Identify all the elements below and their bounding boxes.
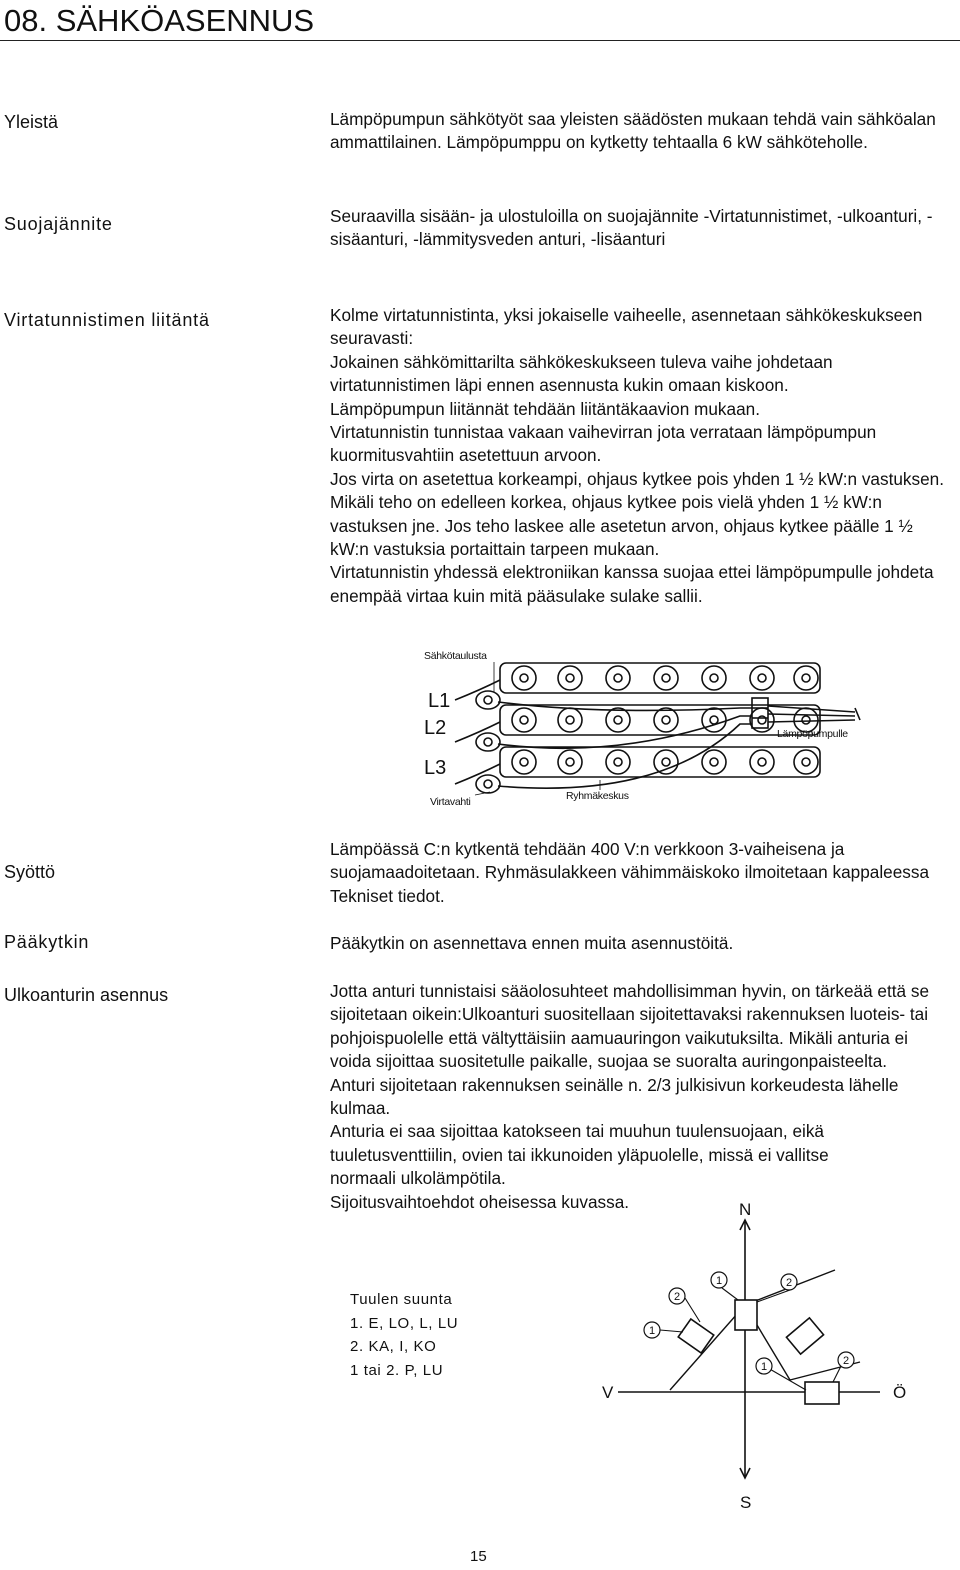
marker-label: 2	[673, 1291, 681, 1303]
current-sensor-l3	[476, 775, 500, 793]
section-label-suojajannite: Suojajännite	[4, 214, 113, 234]
legend-item: 2. KA, I, KO	[350, 1338, 437, 1356]
marker-label: 1	[648, 1325, 656, 1337]
diagram-label-l2: L2	[424, 717, 447, 739]
virtatunnistin-paragraph: Kolme virtatunnistinta, yksi jokaiselle vaiheelle, asennetaan sähkökeskukseen seuravasti:	[330, 305, 923, 349]
current-sensor-l1	[476, 691, 500, 709]
diagram-label-l1: L1	[428, 690, 451, 712]
virtatunnistin-paragraph: Virtatunnistin tunnistaa vakaan vaihevirran jota verrataan lämpöpumpun kuormitusvahtiin asetettuun arvoon.	[330, 422, 877, 466]
diagram-label-virtavahti: Virtavahti	[430, 796, 471, 808]
syotto-text: Lämpöässä C:n kytkentä tehdään 400 V:n verkkoon 3-vaiheisena ja suojamaadoitetaan. Ryhmäsulakkeen vähimmäiskoko ilmoitetaan kappaleessa Tekniset tiedot.	[330, 839, 930, 906]
legend-item: 1. E, LO, L, LU	[350, 1314, 459, 1332]
compass-cross	[618, 1220, 880, 1478]
paakytkin-text: Pääkytkin on asennettava ennen muita asennustöitä.	[330, 933, 734, 953]
section-label-paakytkin: Pääkytkin	[4, 932, 90, 952]
current-sensor-l2	[476, 733, 500, 751]
virtatunnistin-paragraph: Jokainen sähkömittarilta sähkökeskukseen tuleva vaihe johdetaan virtatunnistimen läpi ennen asennusta kukin omaan kiskoon.	[330, 351, 833, 396]
sensor-box-east	[805, 1382, 839, 1404]
virtatunnistin-paragraph: Lämpöpumpun liitännät tehdään liitäntäkaavion mukaan.	[330, 398, 760, 419]
compass-south: S	[740, 1493, 752, 1512]
ulkoanturi-paragraph: Sijoitusvaihtoehdot oheisessa kuvassa.	[330, 1191, 630, 1212]
page-number: 15	[470, 1548, 487, 1565]
busbar-row-1	[500, 663, 820, 693]
ulkoanturi-paragraph: Anturi sijoitetaan rakennuksen seinälle n. 2/3 julkisivun korkeudesta lähelle kulmaa.	[330, 1074, 899, 1119]
section-label-yleista: Yleistä	[4, 112, 59, 132]
marker-label: 1	[760, 1361, 768, 1373]
diagram-label-lampopumpulle: Lämpöpumpulle	[777, 728, 848, 740]
section-label-ulkoanturi: Ulkoanturin asennus	[4, 985, 169, 1005]
marker-label: 1	[715, 1275, 723, 1287]
ulkoanturi-text	[330, 980, 945, 1214]
sensor-box-north	[735, 1300, 757, 1330]
sensor-box-northeast	[786, 1318, 823, 1354]
diagram-label-ryhmakeskus: Ryhmäkeskus	[566, 790, 629, 802]
ulkoanturi-paragraph: Anturia ei saa sijoittaa katokseen tai muuhun tuulensuojaan, eikä tuuletusventtiilin, ovien tai ikkunoiden yläpuolelle, missä ei vallitse normaali ulkolämpötila.	[330, 1121, 829, 1189]
compass-west: V	[602, 1383, 614, 1402]
ulkoanturi-paragraph: Jotta anturi tunnistaisi sääolosuhteet mahdollisimman hyvin, on tärkeää että se sijoitetaan oikein:Ulkoanturi suositellaan sijoitettavaksi rakennuksen luoteis- tai pohjoispuolelle että vältyttäisiin aamuauringon vaikutuksilta. Mikäli anturia ei voida sijoittaa suositetulle paikalle, suojaa se suoralta auringonpaisteelta.	[330, 981, 930, 1072]
diagram-label-sahkotaulusta: Sähkötaulusta	[424, 650, 487, 662]
virtatunnistin-paragraph: Jos virta on asetettua korkeampi, ohjaus kytkee pois yhden 1 ½ kW:n vastuksen. Mikäli teho on edelleen korkea, ohjaus kytkee pois vielä yhden 1 ½ kW:n vastuksen jne. Jos teho laskee alle asetetun arvon, ohjaus kytkee päälle 1 ½ kW:n vastuksia portaittain tarpeen mukaan.	[330, 468, 944, 560]
suojajannite-text: Seuraavilla sisään- ja ulostuloilla on suojajännite -Virtatunnistimet, -ulkoanturi, -sisäanturi, -lämmitysveden anturi, -lisäanturi	[330, 206, 933, 250]
sensor-box-northwest	[678, 1319, 714, 1353]
section-label-virtatunnistin: Virtatunnistimen liitäntä	[4, 310, 210, 330]
wind-direction-legend	[350, 1288, 458, 1382]
yleista-text: Lämpöpumpun sähkötyöt saa yleisten säädösten mukaan tehdä vain sähköalan ammattilainen. Lämpöpumppu on kytketty tehtaalla 6 kW sähköteholle.	[330, 109, 936, 153]
compass-east: Ö	[893, 1383, 907, 1402]
diagram-label-l3: L3	[424, 757, 447, 779]
page-title: 08. SÄHKÖASENNUS	[4, 3, 315, 38]
virtatunnistin-paragraph: Virtatunnistin yhdessä elektroniikan kanssa suojaa ettei lämpöpumpulle johdeta enempää virtaa kuin mitä pääsulake sulake sallii.	[330, 562, 934, 606]
busbar-row-3	[500, 747, 820, 777]
busbar-row-2	[500, 705, 820, 735]
compass-north: N	[739, 1200, 752, 1219]
legend-item: 1 tai 2. P, LU	[350, 1361, 444, 1379]
marker-label: 2	[785, 1277, 793, 1289]
legend-title: Tuulen suunta	[350, 1291, 453, 1308]
marker-label: 2	[842, 1355, 850, 1367]
section-label-syotto: Syöttö	[4, 862, 56, 882]
